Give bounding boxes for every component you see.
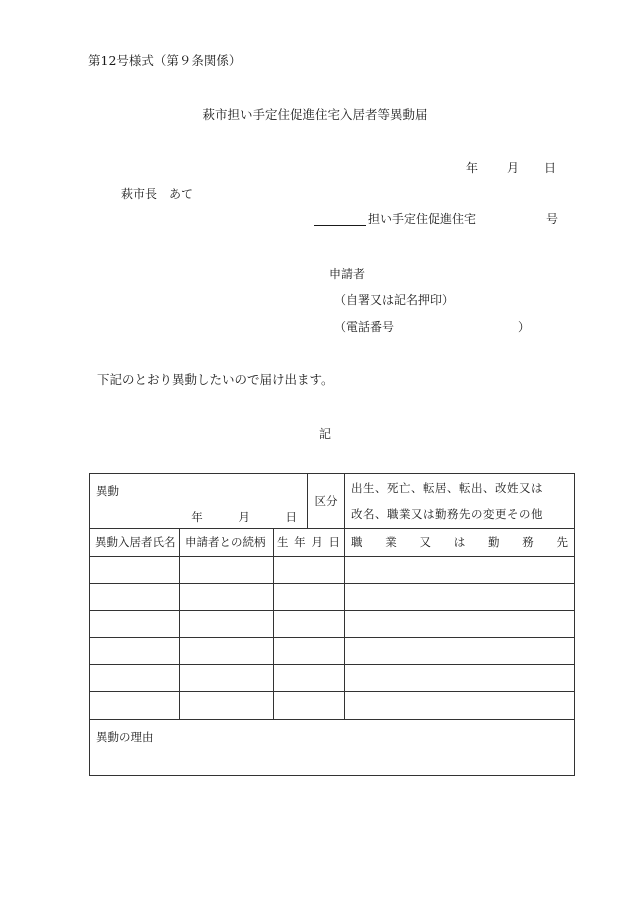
table-row	[90, 556, 575, 583]
signature-note: （自署又は記名押印）	[334, 293, 455, 307]
table-row	[90, 692, 575, 719]
change-types-line-1: 出生、死亡、転居、転出、改姓又は	[351, 481, 544, 496]
cell-birth[interactable]	[274, 583, 345, 610]
table-row	[90, 583, 575, 610]
header-birth: 生 年 月 日	[274, 529, 345, 556]
cell-relation[interactable]	[180, 610, 274, 637]
header-job-char: 勤	[488, 535, 500, 550]
addressee: 萩市長 あて	[121, 187, 194, 201]
header-job-char: 業	[385, 535, 397, 550]
header-job-char: 先	[556, 535, 569, 550]
table-row	[90, 665, 575, 692]
date-year-label: 年	[466, 161, 479, 175]
phone-label: （電話番号	[334, 320, 395, 334]
cell-name[interactable]	[90, 610, 180, 637]
document-title: 萩市担い手定住促進住宅入居者等異動届	[202, 107, 428, 122]
cell-birth[interactable]	[274, 692, 345, 719]
change-date-cell[interactable]	[90, 474, 308, 529]
cell-job[interactable]	[345, 556, 575, 583]
cell-birth[interactable]	[274, 610, 345, 637]
header-job-char: 又	[419, 535, 432, 550]
cell-job[interactable]	[345, 665, 575, 692]
header-job-char: 職	[351, 535, 363, 550]
header-job-char: 務	[522, 535, 534, 550]
header-relation: 申請者との続柄	[180, 529, 274, 556]
cell-birth[interactable]	[274, 556, 345, 583]
change-table	[89, 473, 575, 776]
cell-job[interactable]	[345, 692, 575, 719]
header-job	[345, 529, 575, 556]
table-row	[90, 638, 575, 665]
date-day-label: 日	[544, 161, 557, 175]
cell-relation[interactable]	[180, 583, 274, 610]
change-day-label: 日	[285, 510, 298, 524]
date-month-label: 月	[507, 161, 520, 175]
change-types-line-2: 改名、職業又は勤務先の変更その他	[351, 507, 544, 522]
statement: 下記のとおり異動したいので届け出ます。	[97, 372, 334, 387]
form-number: 第12号様式（第９条関係）	[88, 53, 242, 68]
cell-job[interactable]	[345, 583, 575, 610]
cell-relation[interactable]	[180, 638, 274, 665]
cell-name[interactable]	[90, 692, 180, 719]
cell-relation[interactable]	[180, 692, 274, 719]
cell-birth[interactable]	[274, 638, 345, 665]
cell-name[interactable]	[90, 665, 180, 692]
housing-name-blank[interactable]	[314, 213, 366, 226]
change-year-label: 年	[191, 510, 203, 524]
table-row	[90, 610, 575, 637]
cell-relation[interactable]	[180, 556, 274, 583]
header-job-char: は	[453, 535, 466, 550]
cell-birth[interactable]	[274, 665, 345, 692]
applicant-label: 申請者	[329, 267, 366, 281]
housing-label: 担い手定住促進住宅	[368, 212, 477, 226]
header-name: 異動入居者氏名	[90, 529, 180, 556]
change-label: 異動	[96, 484, 119, 498]
reason-cell[interactable]	[90, 719, 575, 775]
cell-relation[interactable]	[180, 665, 274, 692]
phone-close-paren: ）	[518, 320, 531, 334]
housing-number-label: 号	[546, 212, 559, 226]
ki-heading: 記	[318, 427, 331, 441]
kubun-label: 区分	[308, 474, 345, 529]
cell-name[interactable]	[90, 638, 180, 665]
reason-label: 異動の理由	[96, 729, 154, 744]
change-types	[345, 474, 575, 529]
cell-job[interactable]	[345, 610, 575, 637]
change-month-label: 月	[238, 510, 250, 524]
cell-name[interactable]	[90, 556, 180, 583]
cell-name[interactable]	[90, 583, 180, 610]
cell-job[interactable]	[345, 638, 575, 665]
